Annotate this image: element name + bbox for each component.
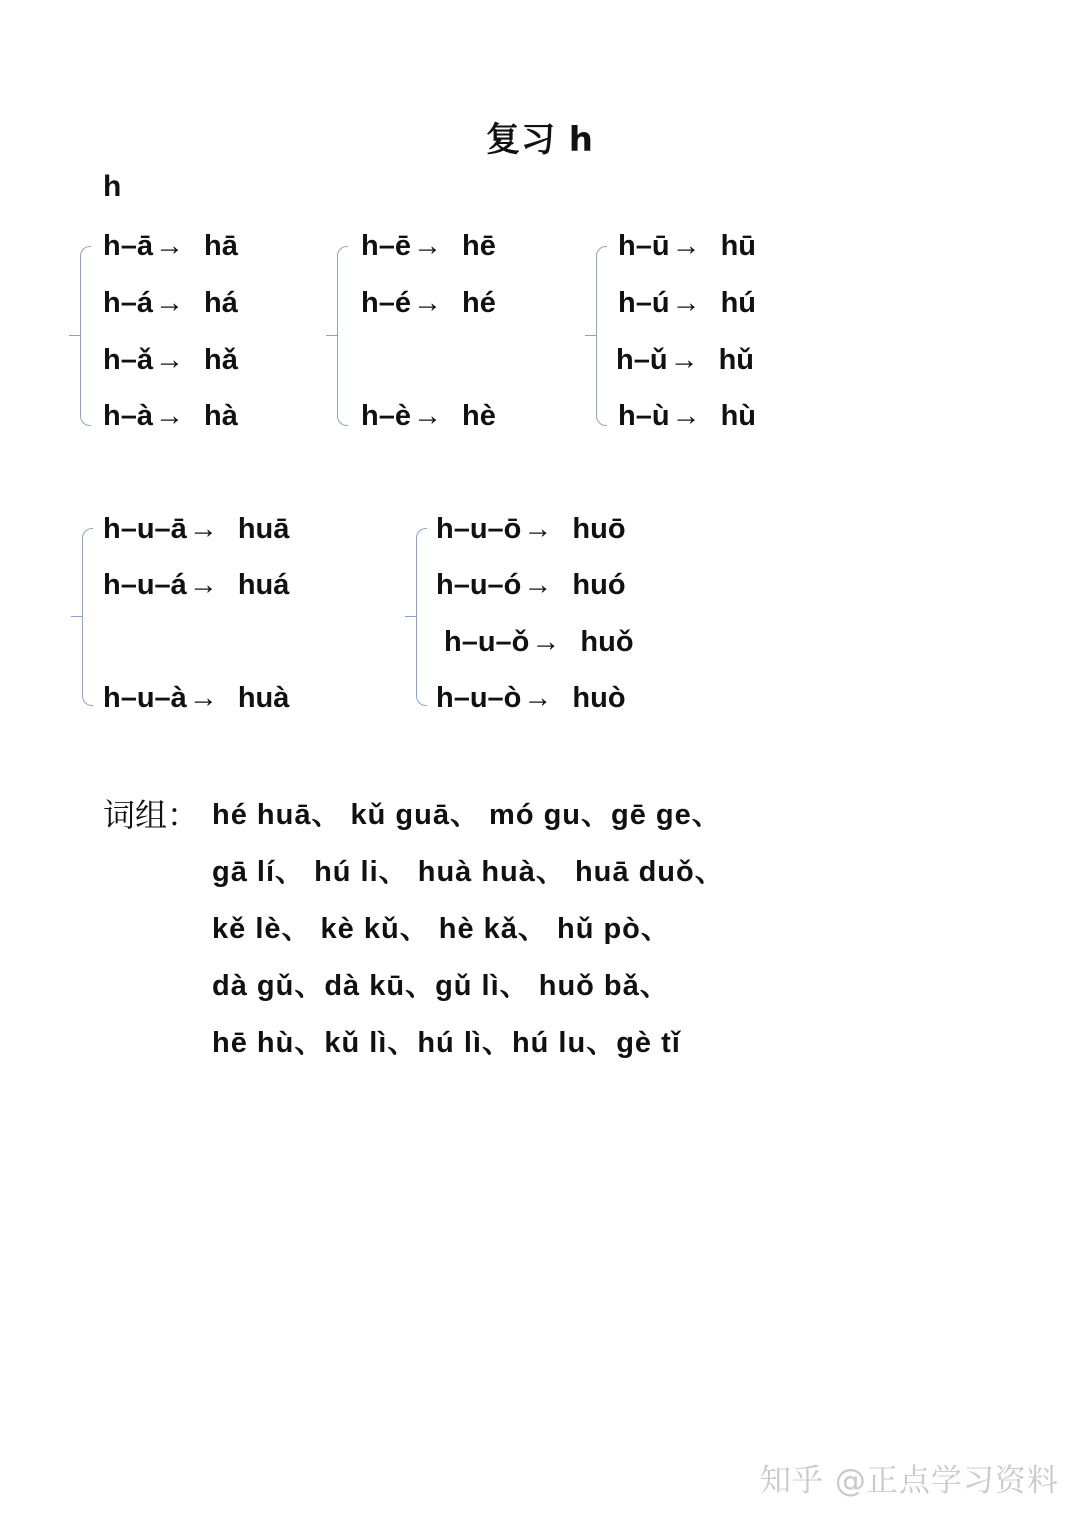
- spelling-row: h–ú→ hú: [618, 283, 756, 323]
- initial-heading: h: [103, 170, 122, 203]
- arrow-icon: →: [412, 400, 442, 432]
- spelling-row: h–ǔ→ hǔ: [616, 340, 754, 380]
- arrow-icon: →: [154, 400, 184, 432]
- spelling-row: h–u–ō→ huō: [436, 509, 626, 549]
- spelling-row: h–u–ó→ huó: [436, 565, 626, 605]
- word-line: hē hù、kǔ lì、hú lì、hú lu、gè tǐ: [212, 1027, 681, 1059]
- arrow-icon: →: [154, 287, 184, 319]
- spelling-row: h–è→ hè: [361, 396, 496, 436]
- spelling-row: h–u–ǒ→ huǒ: [444, 622, 634, 662]
- arrow-icon: →: [531, 626, 561, 658]
- spelling-row: h–u–á→ huá: [103, 565, 289, 605]
- brace: [416, 528, 427, 706]
- word-line: hé huā、 kǔ guā、 mó gu、gē ge、: [212, 799, 722, 831]
- brace: [80, 246, 91, 426]
- arrow-icon: →: [671, 287, 701, 319]
- word-line: gā lí、 hú li、 huà huà、 huā duǒ、: [212, 856, 725, 888]
- spelling-row: h–ū→ hū: [618, 226, 756, 266]
- words-label: 词组：: [103, 796, 200, 834]
- word-line: kě lè、 kè kǔ、 hè kǎ、 hǔ pò、: [212, 913, 671, 945]
- spelling-row: h–é→ hé: [361, 283, 496, 323]
- arrow-icon: →: [188, 682, 218, 714]
- page-title: 复习 h: [485, 120, 595, 160]
- arrow-icon: →: [523, 569, 553, 601]
- arrow-icon: →: [523, 513, 553, 545]
- arrow-icon: →: [412, 287, 442, 319]
- word-line: dà gǔ、dà kū、gǔ lì、 huǒ bǎ、: [212, 970, 670, 1002]
- brace: [82, 528, 93, 706]
- arrow-icon: →: [523, 682, 553, 714]
- arrow-icon: →: [669, 344, 699, 376]
- spelling-row: h–à→ hà: [103, 396, 238, 436]
- arrow-icon: →: [671, 230, 701, 262]
- spelling-row: h–u–ā→ huā: [103, 509, 289, 549]
- spelling-row: h–ē→ hē: [361, 226, 496, 266]
- spelling-row: h–u–à→ huà: [103, 678, 289, 718]
- brace: [596, 246, 607, 426]
- arrow-icon: →: [412, 230, 442, 262]
- spelling-row: h–á→ há: [103, 283, 238, 323]
- spelling-row: h–ā→ hā: [103, 226, 238, 266]
- spelling-row: h–ù→ hù: [618, 396, 756, 436]
- arrow-icon: →: [154, 230, 184, 262]
- arrow-icon: →: [671, 400, 701, 432]
- brace: [337, 246, 348, 426]
- arrow-icon: →: [188, 513, 218, 545]
- arrow-icon: →: [188, 569, 218, 601]
- spelling-row: h–u–ò→ huò: [436, 678, 626, 718]
- spelling-row: h–ǎ→ hǎ: [103, 340, 238, 380]
- watermark: 知乎 @正点学习资料: [760, 1463, 1059, 1499]
- arrow-icon: →: [154, 344, 184, 376]
